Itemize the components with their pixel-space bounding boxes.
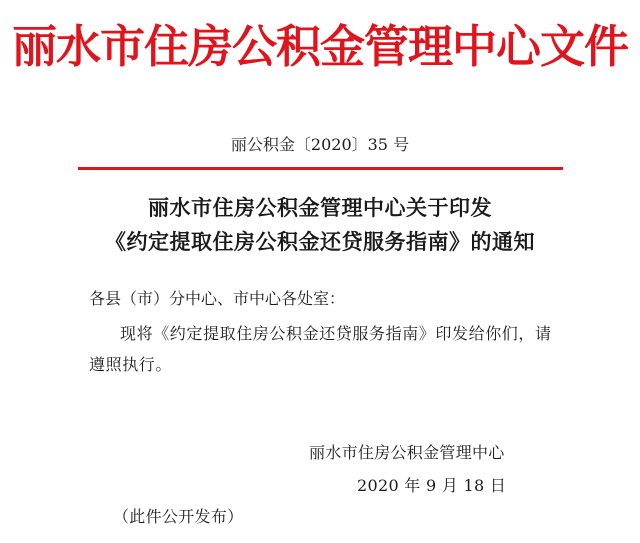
header-red-rule <box>78 167 563 170</box>
addressee: 各县（市）分中心、市中心各处室： <box>89 289 346 308</box>
document-header-title: 丽水市住房公积金管理中心文件 <box>11 20 628 73</box>
notice-title-line-2: 《约定提取住房公积金还贷服务指南》的通知 <box>105 229 535 254</box>
issuer-signature: 丽水市住房公积金管理中心 <box>309 443 505 462</box>
issue-date: 2020 年 9 月 18 日 <box>357 476 507 495</box>
notice-title-line-1: 丽水市住房公积金管理中心关于印发 <box>148 195 492 220</box>
document-number: 丽公积金〔2020〕35 号 <box>230 135 410 154</box>
publication-note: （此件公开发布） <box>113 507 244 526</box>
body-paragraph-line-2: 遵照执行。 <box>89 355 173 374</box>
body-paragraph-line-1: 现将《约定提取住房公积金还贷服务指南》印发给你们，请 <box>120 324 552 343</box>
